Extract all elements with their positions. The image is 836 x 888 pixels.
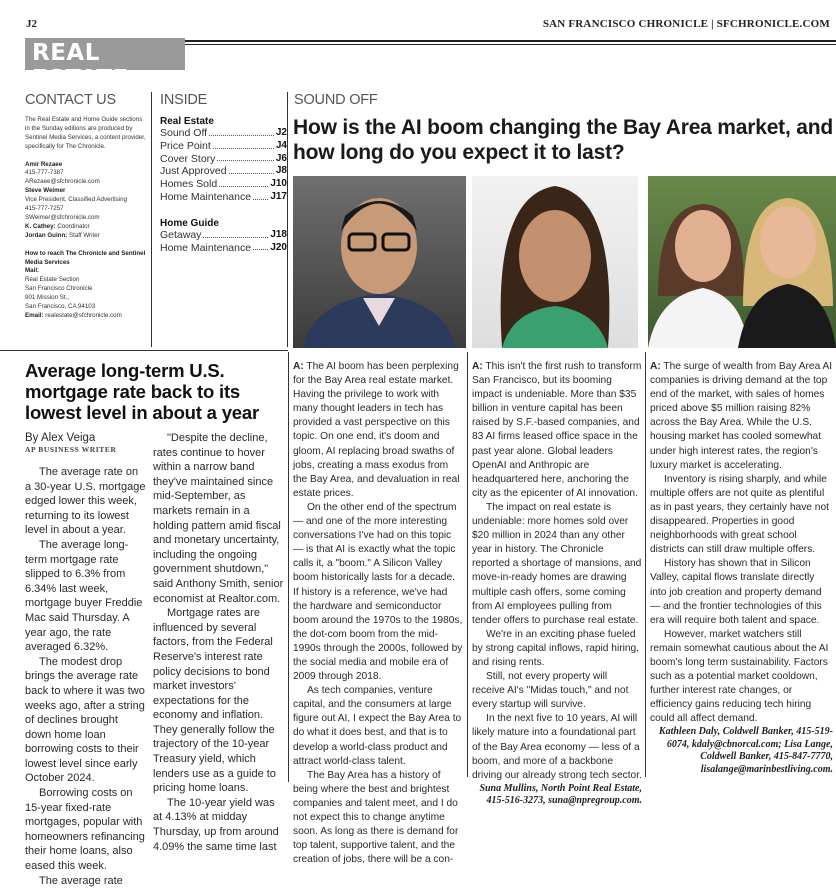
- paragraph: The average rate: [39, 874, 123, 887]
- divider: [467, 352, 468, 777]
- paragraph: Inventory is rising sharply, and while multiple offers are not quite as plentiful as in past years, they certainly have not disappeared. Properties in good neighborhoods with great school districts can still draw multiple offers.: [650, 473, 829, 556]
- mail-line: San Francisco Chronicle: [25, 285, 93, 293]
- contact-name: K. Cathey:: [25, 222, 56, 230]
- byline-title: AP BUSINESS WRITER: [25, 445, 117, 454]
- toc-page: J2: [275, 127, 287, 138]
- toc-page: J6: [275, 152, 287, 164]
- paragraph: Borrowing costs on 15-year fixed-rate mortgages, popular with homeowners refinancing their home loans, also eased this week.: [25, 787, 145, 873]
- article-column-1: [25, 431, 147, 888]
- toc-page: J20: [270, 241, 287, 253]
- toc-group-heading: Home Guide: [160, 217, 219, 229]
- contact-email[interactable]: SWeimer@sfchronicle.com: [25, 213, 100, 221]
- mail-line: Real Estate Section: [25, 276, 80, 284]
- answer-2: [472, 360, 642, 808]
- header-rule: [120, 44, 836, 45]
- toc-label: Cover Story: [160, 152, 216, 165]
- contact-us: [25, 92, 147, 321]
- toc-item[interactable]: [160, 165, 287, 178]
- article-column-2: [153, 431, 285, 888]
- toc-item[interactable]: [160, 127, 287, 140]
- inside-index: [151, 92, 288, 347]
- toc-label: Homes Sold: [160, 178, 218, 191]
- answer-1: [293, 360, 463, 867]
- answer-prefix: A:: [472, 361, 483, 372]
- toc-leader: [213, 140, 274, 149]
- toc-item[interactable]: [160, 191, 287, 204]
- header-rule: [120, 40, 836, 42]
- paragraph: The 10-year yield was at 4.13% at midday Thursday, up from around 4.09% the same time last: [153, 796, 279, 853]
- inside-title: INSIDE: [160, 92, 208, 108]
- paragraph: A: The surge of wealth from Bay Area AI companies is driving demand at the top end of the market, with sales of homes priced above $5 million raising 82% across the Bay Area. While the U.S. housing market has cooled somewhat under high interest rates, the region's luxury market is accelerating.: [650, 361, 833, 471]
- paragraph: However, market watchers still remain somewhat cautious about the AI boom's long term sustainability. Factors such as a potential market cooldown, further interest rate changes, or efficiency gains reducing tech hiring could all affect demand.: [650, 628, 829, 725]
- toc-page: J4: [275, 139, 287, 151]
- toc-label: Home Maintenance: [160, 241, 252, 254]
- mail-line: San Francisco, CA 94103: [25, 303, 96, 311]
- byline: By Alex Veiga: [25, 432, 96, 444]
- paragraph: A: The AI boom has been perplexing for the Bay Area real estate market. Having the privilege to work with many thought leaders in tech has provided a vast perspective on this topic. On one end, it's doom and gloom, AI replacing broad swaths of jobs, creating a mass exodus from the Bay Area, and devaluation in real estate prices.: [293, 361, 460, 499]
- article-headline: Average long-term U.S. mortgage rate back to its lowest level in about a year: [25, 360, 259, 423]
- toc-item[interactable]: [160, 229, 287, 242]
- toc-leader: [253, 242, 268, 251]
- toc-page: J8: [275, 165, 287, 177]
- divider: [0, 350, 288, 351]
- toc-label: Sound Off: [160, 127, 208, 139]
- contact-role: Vice President, Classified Advertising: [25, 196, 128, 204]
- sound-off-question: How is the AI boom changing the Bay Area market, and how long do you expect it to last?: [293, 116, 833, 164]
- answer-prefix: A:: [293, 361, 304, 372]
- toc-leader: [209, 127, 274, 136]
- contact-role: Staff Writer: [67, 231, 100, 239]
- answer-3: [650, 360, 833, 776]
- answer-signature: Suna Mullins, North Point Real Estate, 415-516-3273, suna@npregroup.com.: [479, 782, 642, 807]
- section-title: REAL ESTATE: [25, 38, 185, 70]
- divider: [645, 352, 646, 777]
- toc-leader: [253, 191, 268, 200]
- toc-label: Home Maintenance: [160, 190, 252, 203]
- answer-signature: Kathleen Daly, Coldwell Banker, 415-519-6074, kdaly@cbnorcal.com; Lisa Lange, Coldwell Banker, 415-847-7770, lisalange@marinbestliving.com.: [658, 726, 833, 775]
- contact-phone: 415-777-7257: [25, 205, 64, 213]
- toc-item[interactable]: [160, 178, 287, 191]
- contact-name: Steve Weimer: [25, 187, 66, 195]
- contact-intro: The Real Estate and Home Guide sections in the Sunday editions are produced by Sentinel Media Services, a content provider, specifically for The Chronicle.: [25, 116, 146, 150]
- toc-page: J10: [270, 178, 287, 190]
- toc-leader: [203, 229, 268, 238]
- divider: [288, 352, 289, 782]
- photo-suna-mullins: [293, 176, 466, 348]
- contact-phone: 415-777-7387: [25, 169, 64, 177]
- paragraph: History has shown that in Silicon Valley, capital flows translate directly into job creation and property demand — and the frontier technologies of this era will require both talent and space.: [650, 558, 822, 626]
- paragraph: The average long-term mortgage rate slipped to 6.3% from 6.34% last week, mortgage buyer Freddie Mac said Thursday. A year ago, the rate averaged 6.32%.: [25, 538, 143, 654]
- paragraph: In the next five to 10 years, AI will likely mature into a foundational part of the Bay Area economy — less of a boom, and more of a backbone driving our already strong tech sector.: [472, 713, 642, 781]
- toc-item[interactable]: [160, 153, 287, 166]
- toc-group-heading: Real Estate: [160, 116, 214, 127]
- contact-name: Amir Rezaee: [25, 160, 63, 168]
- paragraph: The impact on real estate is undeniable: more homes sold over $20 million in 2024 than any other year in history. The Chronicle reported a shortage of mansions, and move-in-ready homes are drawing multiple cash offers, some coming from AI employees pulling from tender offers to purchase real estate.: [472, 501, 642, 626]
- photo-agent-2: [472, 176, 638, 348]
- mortgage-article: [25, 360, 285, 888]
- toc-leader: [219, 178, 268, 187]
- photo-daly-lange: [648, 176, 836, 348]
- paragraph: Mortgage rates are influenced by several factors, from the Federal Reserve's interest rate policy decisions to bond market investors' expectations for the economy and inflation. They generally follow the trajectory of the 10-year Treasury yield, which lenders use as a guide to pricing home loans.: [153, 607, 276, 795]
- toc-label: Price Point: [160, 139, 211, 152]
- paragraph: We're in an exciting phase fueled by strong capital inflows, rapid hiring, and rising rents.: [472, 628, 640, 668]
- contact-name: Jordan Guinn:: [25, 231, 68, 239]
- sound-off-kicker: SOUND OFF: [294, 92, 378, 108]
- page-number: J2: [26, 18, 37, 30]
- paragraph: The average rate on a 30-year U.S. mortgage edged lower this week, returning to its lowest level in about a year.: [25, 466, 146, 537]
- paragraph: The Bay Area has a history of being where the best and brightest companies and talent meet, and I do not expect this to change anytime soon. As long as there is demand for top talent, supportive talent, and the creation of jobs, there will be a con-: [293, 769, 459, 866]
- paragraph: As tech companies, venture capital, and the consumers at large figure out AI, I expect the Bay Area to do what it does best, and that is to develop a world-class product and attract world-class talent.: [293, 685, 462, 767]
- contact-title: CONTACT US: [25, 92, 116, 108]
- toc-label: Getaway: [160, 228, 202, 241]
- mail-label: Mail:: [25, 267, 40, 275]
- toc-leader: [229, 165, 274, 174]
- contact-email[interactable]: realestate@sfchronicle.com: [43, 311, 122, 319]
- toc-item[interactable]: [160, 242, 287, 255]
- paragraph: Still, not every property will receive AI's "Midas touch," and not every startup will survive.: [472, 671, 629, 711]
- contact-email[interactable]: ARezaee@sfchronicle.com: [25, 178, 100, 186]
- contact-role: Coordinator: [55, 222, 90, 230]
- paragraph: A: This isn't the first rush to transform San Francisco, but its booming impact is undeniable. More than $35 billion in venture capital has been raised by S.F.-based companies, and 83 AI firms leased office space in the past year alone. Global leaders OpenAI and Anthropic are headquartered here, anchoring the city as the epicenter of AI innovation.: [472, 361, 642, 499]
- toc-page: J18: [270, 228, 287, 240]
- reach-heading: How to reach The Chronicle and Sentinel Media Services: [25, 249, 146, 266]
- answer-prefix: A:: [650, 361, 661, 372]
- toc-leader: [217, 153, 273, 162]
- mail-line: 901 Mission St.,: [25, 294, 70, 302]
- paragraph: The modest drop brings the average rate back to where it was two weeks ago, after a string of declines brought down home loan borrowing costs to their lowest level since early October 2024.: [25, 655, 145, 785]
- masthead: SAN FRANCISCO CHRONICLE | SFCHRONICLE.COM: [542, 18, 830, 30]
- toc-label: Just Approved: [160, 165, 227, 178]
- paragraph: On the other end of the spectrum — and one of the more interesting conversations I've had on this topic — is that AI is exactly what the topic calls it, a "boom." A Silicon Valley boom historically lasts for a decade. If history is a reference, we've had the hardware and semiconductor boom around the 1970s to the 1980s, the dot-com boom from the mid-1990s through the 2000s, followed by the social media and mobile era of 2009 through 2018.: [293, 501, 463, 683]
- toc-page: J17: [270, 190, 287, 202]
- paragraph: "Despite the decline, rates continue to hover within a narrow band they've maintained since mid-September, as markets remain in a holding pattern amid fiscal and monetary uncertainty, including the ongoing government shutdown," said Anthony Smith, senior economist at Realtor.com.: [153, 432, 284, 605]
- email-label: Email:: [25, 311, 44, 319]
- toc-item[interactable]: [160, 140, 287, 153]
